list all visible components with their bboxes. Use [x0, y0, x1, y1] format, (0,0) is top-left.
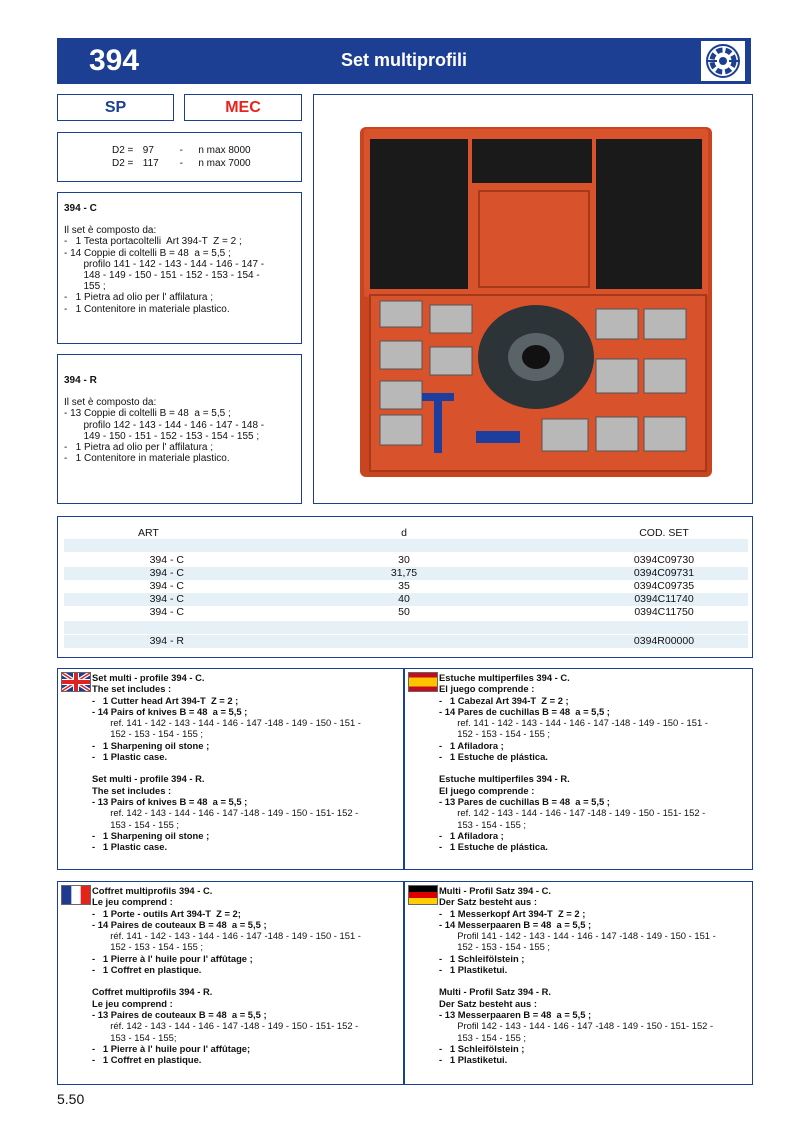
uk-flag-icon — [61, 672, 91, 692]
sp-badge: SP — [57, 94, 174, 121]
set-line: Il set è composto da: — [64, 397, 157, 409]
cell-art: 394 - C — [149, 554, 184, 566]
desc-line: Der Satz besteht aus : — [439, 896, 537, 908]
dim-label: D2 = — [112, 158, 134, 169]
desc-line: - 14 Paires de couteaux B = 48 a = 5,5 ; — [92, 918, 267, 930]
desc-line: 153 - 154 - 155 ; — [439, 818, 527, 830]
dim-speed: n max 8000 — [198, 145, 251, 156]
germany-flag-icon — [408, 885, 438, 905]
cell-art: 394 - C — [149, 580, 184, 592]
desc-line: - 1 Porte - outils Art 394-T Z = 2; — [92, 907, 241, 919]
cell-d: 31,75 — [390, 567, 418, 579]
page-header — [57, 38, 751, 84]
desc-line: - 14 Messerpaaren B = 48 a = 5,5 ; — [439, 918, 592, 930]
desc-line: ref. 141 - 142 - 143 - 144 - 146 - 147 -148 - 149 - 150 - 151 - — [439, 717, 708, 729]
set-line: - 1 Testa portacoltelli Art 394-T Z = 2 ; — [64, 236, 242, 248]
dim-value: 117 — [142, 158, 159, 169]
cell-art: 394 - R — [149, 635, 184, 647]
desc-line: El juego comprende : — [439, 683, 535, 695]
desc-line: 153 - 154 - 155 ; — [439, 1031, 527, 1043]
table-row — [64, 606, 748, 619]
desc-line: - 13 Pares de cuchillas B = 48 a = 5,5 ; — [439, 795, 610, 807]
desc-line: 153 - 154 - 155; — [92, 1031, 177, 1043]
desc-line: - 1 Sharpening oil stone ; — [92, 829, 210, 841]
table-row — [64, 554, 748, 567]
dimension-row — [112, 145, 251, 156]
desc-line: - 1 Coffret en plastique. — [92, 964, 202, 976]
desc-line: - 1 Sharpening oil stone ; — [92, 739, 210, 751]
desc-line: - 1 Schleifölstein ; — [439, 952, 525, 964]
product-code: 394 — [89, 44, 140, 77]
set-line: profilo 142 - 143 - 144 - 146 - 147 - 148 - — [64, 419, 265, 431]
desc-line: - 1 Afiladora ; — [439, 739, 504, 751]
desc-line: 152 - 153 - 154 - 155 ; — [439, 728, 551, 740]
set-r-description — [57, 354, 302, 504]
desc-line: 152 - 153 - 154 - 155 ; — [92, 941, 204, 953]
cell-d: 50 — [398, 606, 410, 618]
desc-line: Multi - Profil Satz 394 - R. — [439, 986, 551, 998]
set-line: 148 - 149 - 150 - 151 - 152 - 153 - 154 - — [64, 270, 260, 282]
table-spacer-row — [64, 539, 748, 552]
english-description — [57, 668, 404, 870]
german-description — [404, 881, 753, 1085]
dimensions-box — [57, 132, 302, 182]
cell-art: 394 - C — [149, 593, 184, 605]
desc-line: Set multi - profile 394 - C. — [92, 672, 205, 683]
desc-line: Profil 141 - 142 - 143 - 144 - 146 - 147 -148 - 149 - 150 - 151 - — [439, 930, 716, 942]
desc-line: ref. 142 - 143 - 144 - 146 - 147 -148 - 149 - 150 - 151- 152 - — [439, 807, 706, 819]
table-row — [64, 635, 748, 648]
cell-d: 40 — [398, 593, 410, 605]
desc-line: - 1 Coffret en plastique. — [92, 1054, 202, 1066]
set-line: profilo 141 - 142 - 143 - 144 - 146 - 147 - — [64, 258, 265, 270]
cell-cod-set: 0394C11740 — [634, 593, 694, 605]
french-description — [57, 881, 404, 1085]
table-row — [64, 593, 748, 606]
set-r-title: 394 - R — [64, 375, 97, 386]
dim-speed: n max 7000 — [198, 158, 251, 169]
desc-line: réf. 142 - 143 - 144 - 146 - 147 -148 - 149 - 150 - 151- 152 - — [92, 1020, 359, 1032]
dim-value: 97 — [142, 145, 154, 156]
desc-line: The set includes : — [92, 683, 172, 695]
desc-line: - 1 Afiladora ; — [439, 829, 504, 841]
desc-line: - 1 Cutter head Art 394-T Z = 2 ; — [92, 694, 239, 706]
page-number: 5.50 — [57, 1091, 85, 1107]
desc-line: - 14 Pairs of knives B = 48 a = 5,5 ; — [92, 705, 248, 717]
spain-flag-icon — [408, 672, 438, 692]
cell-cod-set: 0394R00000 — [633, 635, 695, 647]
dim-dash: - — [179, 158, 183, 169]
set-line: - 14 Coppie di coltelli B = 48 a = 5,5 ; — [64, 247, 231, 259]
desc-line: Estuche multiperfiles 394 - C. — [439, 672, 570, 683]
desc-line: - 14 Pares de cuchillas B = 48 a = 5,5 ; — [439, 705, 610, 717]
desc-line — [439, 762, 748, 773]
set-line: Il set è composto da: — [64, 225, 157, 237]
desc-line: - 1 Messerkopf Art 394-T Z = 2 ; — [439, 907, 586, 919]
mec-badge: MEC — [184, 94, 302, 121]
desc-line: El juego comprende : — [439, 784, 535, 796]
set-line: 155 ; — [64, 281, 106, 293]
desc-line: - 1 Pierre à l' huile pour l' affûtage; — [92, 1042, 251, 1054]
desc-line: Le jeu comprend : — [92, 896, 173, 908]
desc-line: - 1 Plastiketui. — [439, 1054, 508, 1066]
desc-line: - 1 Pierre à l' huile pour l' affûtage ; — [92, 952, 253, 964]
desc-line: Multi - Profil Satz 394 - C. — [439, 885, 551, 896]
dimension-row — [112, 158, 251, 169]
desc-line: - 1 Cabezal Art 394-T Z = 2 ; — [439, 694, 569, 706]
cell-d: 30 — [398, 554, 410, 566]
desc-line: - 1 Schleifölstein ; — [439, 1042, 525, 1054]
set-line: - 1 Pietra ad olio per l' affilatura ; — [64, 292, 214, 304]
desc-line — [92, 975, 399, 986]
brand-logo-icon — [701, 41, 745, 81]
desc-line: - 13 Paires de couteaux B = 48 a = 5,5 ; — [92, 1008, 267, 1020]
desc-line: 152 - 153 - 154 - 155 ; — [92, 728, 204, 740]
dim-dash: - — [179, 145, 183, 156]
table-row — [64, 580, 748, 593]
desc-line: - 1 Estuche de plástica. — [439, 841, 548, 853]
set-line: - 1 Contenitore in materiale plastico. — [64, 303, 230, 315]
product-photo — [313, 94, 753, 504]
set-line: - 1 Contenitore in materiale plastico. — [64, 453, 230, 465]
desc-line: - 13 Pairs of knives B = 48 a = 5,5 ; — [92, 795, 248, 807]
desc-line: Coffret multiprofils 394 - C. — [92, 885, 213, 896]
desc-line: ref. 141 - 142 - 143 - 144 - 146 - 147 -148 - 149 - 150 - 151 - — [92, 717, 361, 729]
desc-line: Estuche multiperfiles 394 - R. — [439, 773, 570, 785]
desc-line: Der Satz besteht aus : — [439, 997, 537, 1009]
desc-line: réf. 141 - 142 - 143 - 144 - 146 - 147 -148 - 149 - 150 - 151 - — [92, 930, 361, 942]
desc-line: Le jeu comprend : — [92, 997, 173, 1009]
france-flag-icon — [61, 885, 91, 905]
dim-label: D2 = — [112, 145, 134, 156]
cell-cod-set: 0394C11750 — [634, 606, 694, 618]
desc-line: The set includes : — [92, 784, 172, 796]
table-row — [64, 567, 748, 580]
desc-line: ref. 142 - 143 - 144 - 146 - 147 -148 - 149 - 150 - 151- 152 - — [92, 807, 359, 819]
desc-line: Set multi - profile 394 - R. — [92, 773, 205, 785]
desc-line: Coffret multiprofils 394 - R. — [92, 986, 213, 998]
cell-cod-set: 0394C09735 — [633, 580, 695, 592]
desc-line — [439, 975, 748, 986]
cell-cod-set: 0394C09731 — [633, 567, 695, 579]
table-spacer-row — [64, 621, 748, 634]
column-header-cod-set: COD. SET — [639, 527, 689, 539]
cell-art: 394 - C — [149, 567, 184, 579]
column-header-d: d — [401, 527, 407, 539]
set-line: 149 - 150 - 151 - 152 - 153 - 154 - 155 ; — [64, 430, 260, 442]
desc-line: - 1 Plastic case. — [92, 841, 168, 853]
desc-line — [92, 762, 399, 773]
set-c-title: 394 - C — [64, 203, 97, 214]
desc-line: 152 - 153 - 154 - 155 ; — [439, 941, 551, 953]
cell-d: 35 — [398, 580, 410, 592]
article-table — [57, 516, 753, 658]
cell-art: 394 - C — [149, 606, 184, 618]
cell-cod-set: 0394C09730 — [633, 554, 695, 566]
desc-line: 153 - 154 - 155 ; — [92, 818, 180, 830]
desc-line: - 1 Plastic case. — [92, 751, 168, 763]
desc-line: Profil 142 - 143 - 144 - 146 - 147 -148 - 149 - 150 - 151- 152 - — [439, 1020, 714, 1032]
tool-case-illustration — [314, 95, 752, 503]
set-line: - 13 Coppie di coltelli B = 48 a = 5,5 ; — [64, 408, 231, 420]
desc-line: - 13 Messerpaaren B = 48 a = 5,5 ; — [439, 1008, 592, 1020]
desc-line: - 1 Plastiketui. — [439, 964, 508, 976]
set-c-description — [57, 192, 302, 344]
set-line: - 1 Pietra ad olio per l' affilatura ; — [64, 442, 214, 454]
spanish-description — [404, 668, 753, 870]
page-title: Set multiprofili — [341, 50, 467, 70]
column-header-art: ART — [138, 527, 159, 539]
desc-line: - 1 Estuche de plástica. — [439, 751, 548, 763]
